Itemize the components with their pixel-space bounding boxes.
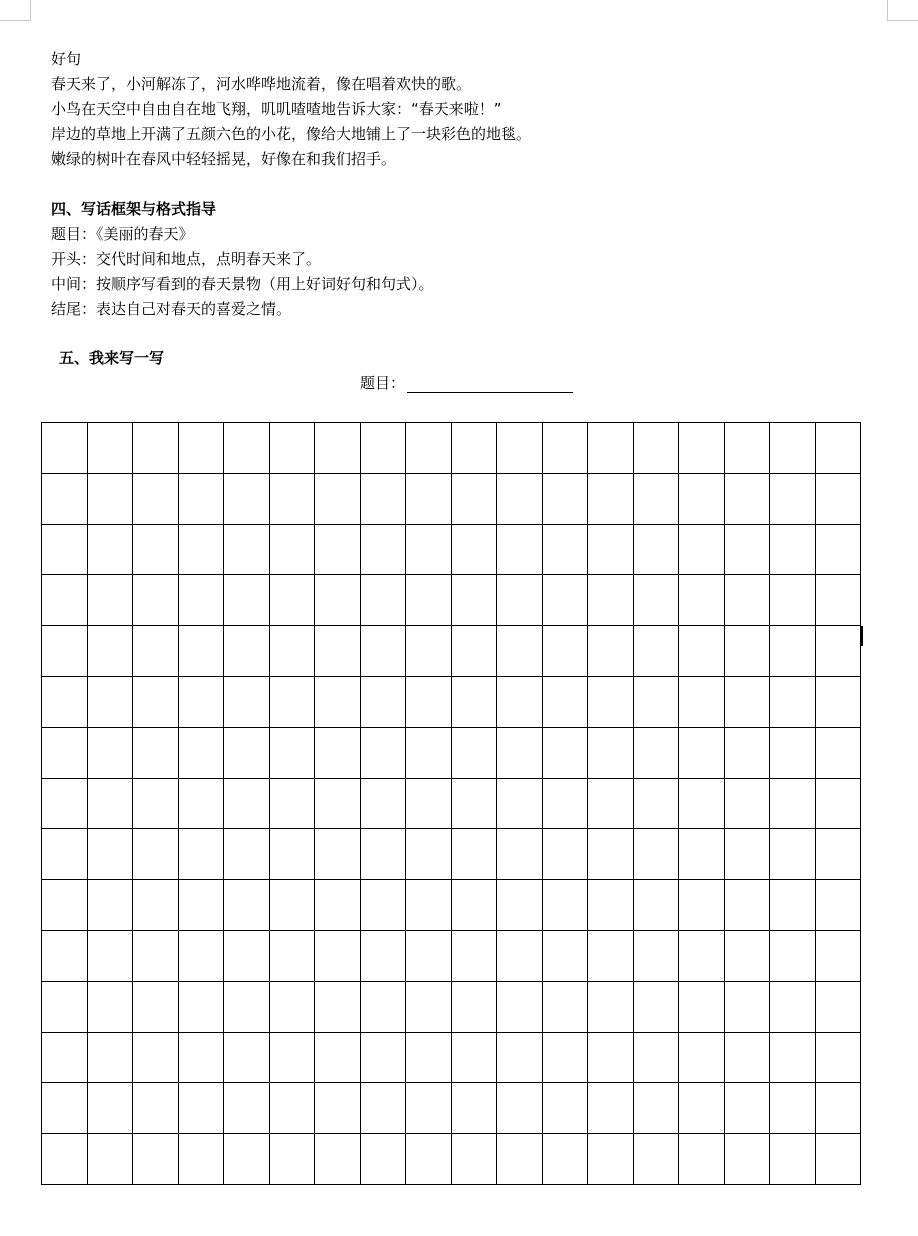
good-sentence-2: 小鸟在天空中自由自在地飞翔，叽叽喳喳地告诉大家：“春天来啦！”: [51, 100, 502, 118]
grid-cell[interactable]: [42, 1134, 88, 1185]
essay-title-field: [360, 373, 573, 393]
grid-cell[interactable]: [725, 880, 771, 931]
good-sentence-4: 嫩绿的树叶在春风中轻轻摇晃，好像在和我们招手。: [51, 150, 397, 168]
grid-cell[interactable]: [725, 423, 771, 474]
grid-cell[interactable]: [725, 1033, 771, 1084]
grid-cell[interactable]: [497, 1134, 543, 1185]
grid-cell[interactable]: [224, 1033, 270, 1084]
grid-cell[interactable]: [452, 474, 498, 525]
grid-cell[interactable]: [543, 931, 589, 982]
grid-cell[interactable]: [42, 728, 88, 779]
grid-cell[interactable]: [42, 677, 88, 728]
grid-cell[interactable]: [224, 525, 270, 576]
grid-cell[interactable]: [42, 1033, 88, 1084]
grid-cell[interactable]: [42, 525, 88, 576]
grid-cell[interactable]: [588, 423, 634, 474]
grid-cell[interactable]: [770, 626, 816, 677]
grid-cell[interactable]: [361, 728, 407, 779]
grid-cell[interactable]: [133, 880, 179, 931]
grid-cell[interactable]: [634, 626, 680, 677]
grid-cell[interactable]: [816, 779, 862, 830]
grid-cell[interactable]: [406, 575, 452, 626]
grid-cell[interactable]: [361, 575, 407, 626]
grid-cell[interactable]: [42, 1083, 88, 1134]
grid-cell[interactable]: [224, 474, 270, 525]
grid-cell[interactable]: [224, 1083, 270, 1134]
grid-cell[interactable]: [816, 880, 862, 931]
grid-cell[interactable]: [361, 626, 407, 677]
grid-cell[interactable]: [725, 677, 771, 728]
grid-cell[interactable]: [543, 829, 589, 880]
grid-cell[interactable]: [634, 677, 680, 728]
page-corner-mark-top-left: [0, 0, 31, 21]
grid-cell[interactable]: [88, 677, 134, 728]
grid-cell[interactable]: [270, 525, 316, 576]
grid-cell[interactable]: [588, 525, 634, 576]
grid-cell[interactable]: [452, 525, 498, 576]
grid-cell[interactable]: [816, 525, 862, 576]
grid-cell[interactable]: [543, 1083, 589, 1134]
grid-cell[interactable]: [224, 626, 270, 677]
grid-cell[interactable]: [588, 829, 634, 880]
grid-cell[interactable]: [315, 982, 361, 1033]
grid-cell[interactable]: [406, 931, 452, 982]
grid-cell[interactable]: [497, 423, 543, 474]
grid-cell[interactable]: [42, 423, 88, 474]
grid-cell[interactable]: [770, 728, 816, 779]
grid-cell[interactable]: [270, 1033, 316, 1084]
grid-cell[interactable]: [816, 677, 862, 728]
grid-cell[interactable]: [88, 982, 134, 1033]
grid-cell[interactable]: [179, 1134, 225, 1185]
grid-cell[interactable]: [452, 728, 498, 779]
grid-cell[interactable]: [497, 1033, 543, 1084]
grid-cell[interactable]: [361, 474, 407, 525]
grid-cell[interactable]: [315, 779, 361, 830]
grid-cell[interactable]: [634, 931, 680, 982]
grid-cell[interactable]: [634, 423, 680, 474]
grid-cell[interactable]: [770, 474, 816, 525]
page-corner-mark-top-right: [887, 0, 918, 21]
grid-cell[interactable]: [452, 423, 498, 474]
grid-cell[interactable]: [452, 982, 498, 1033]
grid-cell[interactable]: [725, 829, 771, 880]
grid-cell[interactable]: [452, 1033, 498, 1084]
grid-cell[interactable]: [133, 575, 179, 626]
grid-cell[interactable]: [452, 626, 498, 677]
grid-cell[interactable]: [452, 575, 498, 626]
grid-cell[interactable]: [679, 880, 725, 931]
grid-cell[interactable]: [770, 931, 816, 982]
grid-cell[interactable]: [725, 1083, 771, 1134]
grid-cell[interactable]: [179, 829, 225, 880]
grid-cell[interactable]: [406, 880, 452, 931]
grid-cell[interactable]: [452, 1134, 498, 1185]
grid-cell[interactable]: [543, 677, 589, 728]
essay-title-blank[interactable]: [407, 374, 573, 393]
grid-cell[interactable]: [88, 423, 134, 474]
grid-cell[interactable]: [497, 880, 543, 931]
grid-cell[interactable]: [816, 575, 862, 626]
grid-cell[interactable]: [543, 525, 589, 576]
grid-cell[interactable]: [452, 779, 498, 830]
grid-cell[interactable]: [588, 1033, 634, 1084]
grid-cell[interactable]: [315, 474, 361, 525]
grid-cell[interactable]: [497, 982, 543, 1033]
grid-cell[interactable]: [361, 1033, 407, 1084]
writing-grid: [41, 422, 861, 1185]
grid-cell[interactable]: [679, 982, 725, 1033]
grid-cell[interactable]: [270, 423, 316, 474]
grid-cell[interactable]: [679, 525, 725, 576]
grid-cell[interactable]: [133, 1083, 179, 1134]
grid-cell[interactable]: [224, 1134, 270, 1185]
grid-cell[interactable]: [406, 1033, 452, 1084]
grid-cell[interactable]: [588, 677, 634, 728]
grid-cell[interactable]: [315, 525, 361, 576]
grid-cell[interactable]: [179, 575, 225, 626]
grid-cell[interactable]: [133, 1033, 179, 1084]
grid-cell[interactable]: [133, 423, 179, 474]
grid-cell[interactable]: [270, 779, 316, 830]
grid-cell[interactable]: [88, 1083, 134, 1134]
grid-cell[interactable]: [224, 728, 270, 779]
grid-cell[interactable]: [361, 829, 407, 880]
grid-cell[interactable]: [543, 880, 589, 931]
grid-cell[interactable]: [634, 829, 680, 880]
grid-cell[interactable]: [406, 677, 452, 728]
grid-cell[interactable]: [770, 423, 816, 474]
grid-cell[interactable]: [497, 626, 543, 677]
grid-cell[interactable]: [406, 829, 452, 880]
grid-cell[interactable]: [497, 829, 543, 880]
grid-cell[interactable]: [497, 931, 543, 982]
grid-cell[interactable]: [679, 779, 725, 830]
grid-cell[interactable]: [406, 1083, 452, 1134]
grid-cell[interactable]: [816, 931, 862, 982]
grid-cell[interactable]: [361, 525, 407, 576]
grid-cell[interactable]: [270, 626, 316, 677]
grid-cell[interactable]: [634, 525, 680, 576]
grid-cell[interactable]: [88, 1134, 134, 1185]
grid-cell[interactable]: [770, 1083, 816, 1134]
grid-cell[interactable]: [816, 1134, 862, 1185]
grid-cell[interactable]: [452, 829, 498, 880]
grid-cell[interactable]: [224, 982, 270, 1033]
grid-cell[interactable]: [406, 525, 452, 576]
grid-cell[interactable]: [770, 880, 816, 931]
grid-cell[interactable]: [770, 525, 816, 576]
grid-cell[interactable]: [270, 1083, 316, 1134]
grid-cell[interactable]: [725, 1134, 771, 1185]
grid-cell[interactable]: [270, 829, 316, 880]
grid-cell[interactable]: [679, 1134, 725, 1185]
grid-cell[interactable]: [361, 1134, 407, 1185]
grid-cell[interactable]: [406, 474, 452, 525]
grid-cell[interactable]: [270, 474, 316, 525]
grid-cell[interactable]: [679, 1083, 725, 1134]
grid-cell[interactable]: [679, 1033, 725, 1084]
grid-cell[interactable]: [270, 575, 316, 626]
grid-cell[interactable]: [725, 982, 771, 1033]
grid-cell[interactable]: [270, 1134, 316, 1185]
grid-cell[interactable]: [179, 474, 225, 525]
grid-cell[interactable]: [133, 677, 179, 728]
grid-cell[interactable]: [133, 779, 179, 830]
grid-cell[interactable]: [816, 474, 862, 525]
grid-cell[interactable]: [588, 779, 634, 830]
grid-cell[interactable]: [497, 779, 543, 830]
grid-cell[interactable]: [361, 779, 407, 830]
grid-cell[interactable]: [588, 982, 634, 1033]
grid-cell[interactable]: [270, 931, 316, 982]
grid-cell[interactable]: [588, 626, 634, 677]
grid-cell[interactable]: [179, 880, 225, 931]
grid-cell[interactable]: [88, 575, 134, 626]
grid-cell[interactable]: [179, 626, 225, 677]
grid-cell[interactable]: [588, 1134, 634, 1185]
grid-cell[interactable]: [406, 626, 452, 677]
grid-cell[interactable]: [588, 931, 634, 982]
grid-cell[interactable]: [406, 779, 452, 830]
grid-cell[interactable]: [452, 931, 498, 982]
grid-cell[interactable]: [224, 931, 270, 982]
grid-cell[interactable]: [588, 1083, 634, 1134]
grid-cell[interactable]: [543, 1134, 589, 1185]
grid-cell[interactable]: [315, 880, 361, 931]
framework-opening-line: 开头：交代时间和地点，点明春天来了。: [51, 250, 322, 268]
grid-cell[interactable]: [224, 880, 270, 931]
grid-cell[interactable]: [770, 1134, 816, 1185]
grid-cell[interactable]: [770, 779, 816, 830]
grid-cell[interactable]: [452, 880, 498, 931]
grid-cell[interactable]: [315, 677, 361, 728]
grid-cell[interactable]: [770, 677, 816, 728]
grid-cell[interactable]: [224, 423, 270, 474]
grid-cell[interactable]: [315, 1033, 361, 1084]
framework-middle-line: 中间：按顺序写看到的春天景物（用上好词好句和句式）。: [51, 275, 434, 293]
grid-cell[interactable]: [725, 779, 771, 830]
grid-cell[interactable]: [133, 525, 179, 576]
grid-cell[interactable]: [361, 982, 407, 1033]
grid-cell[interactable]: [452, 1083, 498, 1134]
grid-cell[interactable]: [770, 982, 816, 1033]
grid-cell[interactable]: [679, 931, 725, 982]
grid-cell[interactable]: [543, 982, 589, 1033]
grid-cell[interactable]: [816, 1083, 862, 1134]
grid-cell[interactable]: [88, 779, 134, 830]
grid-cell[interactable]: [634, 1083, 680, 1134]
grid-cell[interactable]: [133, 982, 179, 1033]
grid-cell[interactable]: [88, 525, 134, 576]
grid-cell[interactable]: [179, 423, 225, 474]
grid-cell[interactable]: [725, 626, 771, 677]
grid-cell[interactable]: [133, 626, 179, 677]
grid-cell[interactable]: [816, 626, 862, 677]
grid-cell[interactable]: [497, 1083, 543, 1134]
grid-cell[interactable]: [406, 1134, 452, 1185]
grid-cell[interactable]: [725, 575, 771, 626]
grid-cell[interactable]: [588, 728, 634, 779]
grid-cell[interactable]: [679, 575, 725, 626]
grid-cell[interactable]: [816, 982, 862, 1033]
grid-cell[interactable]: [770, 575, 816, 626]
grid-cell[interactable]: [543, 575, 589, 626]
grid-cell[interactable]: [634, 779, 680, 830]
grid-cell[interactable]: [543, 423, 589, 474]
grid-cell[interactable]: [315, 1083, 361, 1134]
grid-cell[interactable]: [179, 982, 225, 1033]
grid-cell[interactable]: [634, 1134, 680, 1185]
grid-cell[interactable]: [315, 626, 361, 677]
grid-cell[interactable]: [179, 728, 225, 779]
grid-cell[interactable]: [133, 1134, 179, 1185]
grid-cell[interactable]: [88, 626, 134, 677]
grid-cell[interactable]: [634, 982, 680, 1033]
grid-cell[interactable]: [88, 1033, 134, 1084]
grid-cell[interactable]: [543, 728, 589, 779]
grid-cell[interactable]: [315, 423, 361, 474]
grid-cell[interactable]: [816, 423, 862, 474]
grid-cell[interactable]: [179, 779, 225, 830]
grid-cell[interactable]: [634, 474, 680, 525]
grid-cell[interactable]: [270, 982, 316, 1033]
framework-ending-line: 结尾：表达自己对春天的喜爱之情。: [51, 300, 292, 318]
grid-cell[interactable]: [588, 474, 634, 525]
grid-cell[interactable]: [315, 931, 361, 982]
grid-cell[interactable]: [679, 423, 725, 474]
grid-cell[interactable]: [88, 829, 134, 880]
grid-cell[interactable]: [543, 474, 589, 525]
grid-cell[interactable]: [679, 677, 725, 728]
grid-cell[interactable]: [634, 880, 680, 931]
grid-cell[interactable]: [88, 931, 134, 982]
grid-cell[interactable]: [42, 626, 88, 677]
grid-cell[interactable]: [133, 728, 179, 779]
grid-cell[interactable]: [679, 728, 725, 779]
grid-cell[interactable]: [361, 931, 407, 982]
grid-cell[interactable]: [133, 931, 179, 982]
grid-cell[interactable]: [42, 575, 88, 626]
good-sentence-1: 春天来了，小河解冻了，河水哗哗地流着，像在唱着欢快的歌。: [51, 75, 472, 93]
grid-cell[interactable]: [361, 423, 407, 474]
grid-cell[interactable]: [634, 575, 680, 626]
grid-cell[interactable]: [179, 1033, 225, 1084]
grid-cell[interactable]: [634, 1033, 680, 1084]
section-four-heading: 四、写话框架与格式指导: [51, 200, 217, 218]
grid-cell[interactable]: [497, 677, 543, 728]
grid-cell[interactable]: [42, 779, 88, 830]
grid-cell[interactable]: [725, 525, 771, 576]
grid-cell[interactable]: [406, 728, 452, 779]
grid-cell[interactable]: [543, 626, 589, 677]
grid-cell[interactable]: [315, 575, 361, 626]
good-sentence-3: 岸边的草地上开满了五颜六色的小花，像给大地铺上了一块彩色的地毯。: [51, 125, 532, 143]
grid-cell[interactable]: [270, 880, 316, 931]
grid-cell[interactable]: [224, 829, 270, 880]
grid-cell[interactable]: [406, 982, 452, 1033]
grid-cell[interactable]: [179, 525, 225, 576]
grid-cell[interactable]: [406, 423, 452, 474]
grid-cell[interactable]: [679, 829, 725, 880]
grid-cell[interactable]: [42, 982, 88, 1033]
grid-cell[interactable]: [179, 677, 225, 728]
grid-cell[interactable]: [679, 626, 725, 677]
grid-cell[interactable]: [133, 829, 179, 880]
text-cursor: [861, 626, 863, 646]
grid-cell[interactable]: [361, 677, 407, 728]
grid-cell[interactable]: [270, 677, 316, 728]
grid-cell[interactable]: [224, 779, 270, 830]
grid-cell[interactable]: [179, 931, 225, 982]
grid-cell[interactable]: [315, 829, 361, 880]
grid-cell[interactable]: [42, 880, 88, 931]
grid-cell[interactable]: [634, 728, 680, 779]
grid-cell[interactable]: [42, 931, 88, 982]
grid-cell[interactable]: [452, 677, 498, 728]
grid-cell[interactable]: [224, 575, 270, 626]
grid-cell[interactable]: [88, 474, 134, 525]
grid-cell[interactable]: [88, 880, 134, 931]
good-sentences-heading: 好句: [51, 50, 82, 68]
grid-cell[interactable]: [361, 1083, 407, 1134]
section-five-heading: 五、我来写一写: [59, 349, 165, 367]
grid-cell[interactable]: [543, 1033, 589, 1084]
grid-cell[interactable]: [816, 829, 862, 880]
grid-cell[interactable]: [679, 474, 725, 525]
grid-cell[interactable]: [270, 728, 316, 779]
grid-cell[interactable]: [179, 1083, 225, 1134]
grid-cell[interactable]: [315, 1134, 361, 1185]
grid-cell[interactable]: [725, 728, 771, 779]
essay-title-label: 题目：: [360, 374, 406, 392]
grid-cell[interactable]: [224, 677, 270, 728]
grid-cell[interactable]: [361, 880, 407, 931]
grid-cell[interactable]: [588, 880, 634, 931]
grid-cell[interactable]: [497, 575, 543, 626]
grid-cell[interactable]: [816, 728, 862, 779]
grid-cell[interactable]: [816, 1033, 862, 1084]
grid-cell[interactable]: [88, 728, 134, 779]
grid-cell[interactable]: [133, 474, 179, 525]
grid-cell[interactable]: [725, 931, 771, 982]
grid-cell[interactable]: [770, 829, 816, 880]
framework-title-line: 题目：《美丽的春天》: [51, 225, 194, 243]
grid-cell[interactable]: [543, 779, 589, 830]
grid-cell[interactable]: [770, 1033, 816, 1084]
grid-cell[interactable]: [725, 474, 771, 525]
grid-cell[interactable]: [588, 575, 634, 626]
grid-cell[interactable]: [497, 525, 543, 576]
grid-cell[interactable]: [497, 474, 543, 525]
grid-cell[interactable]: [315, 728, 361, 779]
grid-cell[interactable]: [42, 829, 88, 880]
grid-cell[interactable]: [42, 474, 88, 525]
grid-cell[interactable]: [497, 728, 543, 779]
